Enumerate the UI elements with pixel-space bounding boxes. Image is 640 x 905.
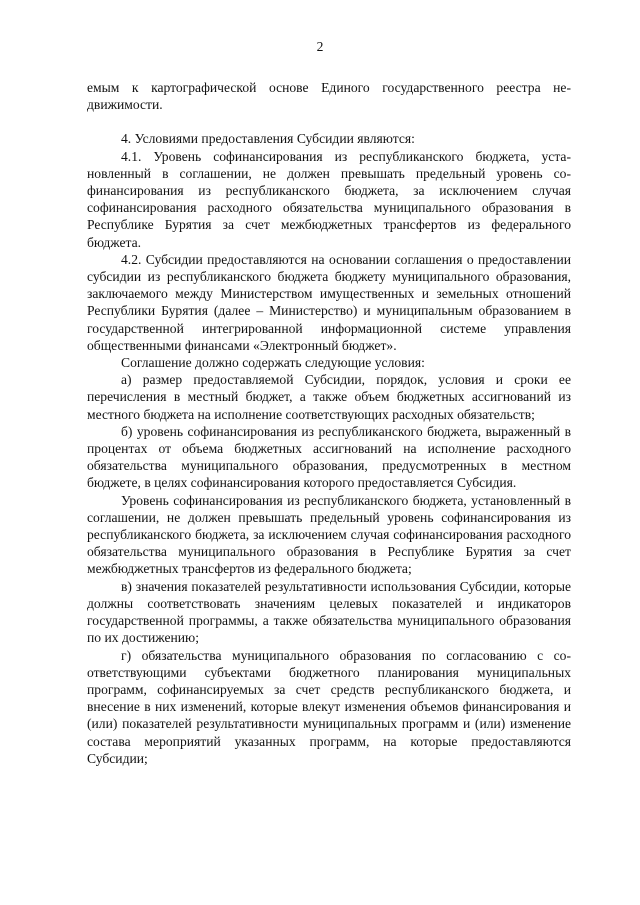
paragraph-item-v: в) значения показателей результативности использования Субсидии, которые должны соответствовать значениям целевых показателей и индикаторов государственной программы, а также обязательства муниципального образования по их достижению;: [87, 578, 571, 646]
paragraph-clause-4: 4. Условиями предоставления Субсидии являются:: [121, 131, 415, 147]
paragraph-item-b: б) уровень софинансирования из республиканского бюджета, выраженный в процентах от объема бюджетных ассигнований на исполнение расходного обязательства муниципального образования, предусмотренных в местном бюджете, в целях софинансирования которого предоставляется Субсидия.: [87, 423, 571, 491]
paragraph-clause-4-1: 4.1. Уровень софинансирования из республиканского бюджета, установленный в соглашении, не должен превышать предельный уровень софинансирования из республиканского бюджета, за исключением случая софинансирования расходного обязательства муниципального образования в Республике Бурятия за счет межбюджетных трансфертов из федерального бюджета.: [87, 148, 571, 250]
paragraph-clause-4-2: 4.2. Субсидии предоставляются на основании соглашения о предоставлении субсидии из республиканского бюджета бюджету муниципального образования, заключаемого между Министерством имущественных и земельных отношений Республики Бурятия (далее – Министерство) и муниципальным образованием в государственной интегрированной информационной системе управления общественными финансами «Электронный бюджет».: [87, 251, 571, 353]
document-body: [87, 79, 571, 767]
paragraph-cofinancing-level: Уровень софинансирования из республиканского бюджета, установленный в соглашении, не должен превышать предельный уровень софинансирования из республиканского бюджета, за исключением случая софинансирования расходного обязательства муниципального образования в Республике Бурятия за счет межбюджетных трансфертов из федерального бюджета;: [87, 492, 571, 577]
paragraph-item-a: а) размер предоставляемой Субсидии, порядок, условия и сроки ее перечисления в местный бюджет, а также объем бюджетных ассигнований из местного бюджета на исполнение соответствующих расходных обязательств;: [87, 372, 571, 422]
paragraph-item-g: г) обязательства муниципального образования по согласованию с соответствующими субъектами бюджетного планирования муниципальных программ, софинансируемых за счет средств республиканского бюджета, и внесение в них изменений, которые влекут изменения объемов финансирования и (или) показателей результативности муниципальных программ и (или) изменение состава мероприятий указанных программ, на которые предоставляются Субсидии;: [87, 647, 571, 766]
paragraph-gap: [87, 113, 571, 130]
page-number: 2: [316, 39, 324, 54]
paragraph-agreement-conditions: Соглашение должно содержать следующие условия:: [121, 355, 425, 371]
paragraph-continuation: емым к картографической основе Единого государственного реестра недвижимости.: [87, 80, 571, 113]
